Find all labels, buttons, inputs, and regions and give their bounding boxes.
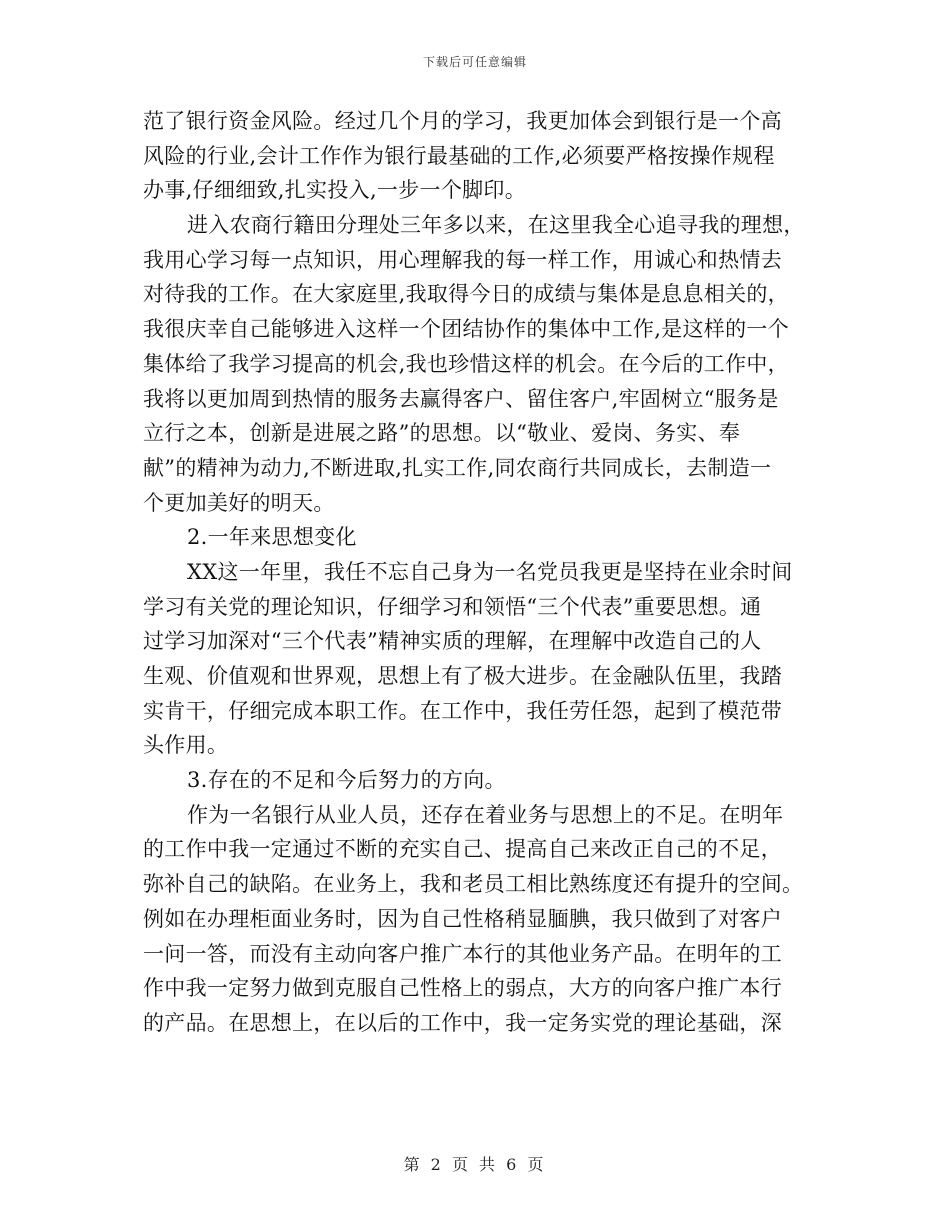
text-line: 办事,仔细细致,扎实投入,一步一个脚印。 xyxy=(143,178,527,203)
text-line: 一问一答，而没有主动向客户推广本行的其他业务产品。在明年的工 xyxy=(143,941,782,966)
text-line: 范了银行资金风险。经过几个月的学习，我更加体会到银行是一个高 xyxy=(143,109,782,133)
text-line: 我将以更加周到热情的服务去赢得客户、留住客户,牢固树立“服务是 xyxy=(143,386,779,411)
text-line: 弥补自己的缺陷。在业务上，我和老员工相比熟练度还有提升的空间。 xyxy=(143,872,804,897)
text-line: 立行之本，创新是进展之路”的思想。以“敬业、爱岗、务实、奉 xyxy=(143,421,741,446)
page-footer: 第 2 页 共 6 页 xyxy=(403,1155,547,1174)
text-line: 作中我一定努力做到克服自己性格上的弱点，大方的向客户推广本行 xyxy=(143,976,782,1001)
page-header: 下载后可任意编辑 xyxy=(422,55,527,69)
text-line: 3.存在的不足和今后努力的方向。 xyxy=(187,768,506,793)
document-body xyxy=(143,104,807,1041)
text-line: 集体给了我学习提高的机会,我也珍惜这样的机会。在今后的工作中， xyxy=(143,351,789,376)
text-line: 实肯干，仔细完成本职工作。在工作中，我任劳任怨，起到了模范带 xyxy=(143,698,782,723)
text-line: 风险的行业,会计工作作为银行最基础的工作,必须要严格按操作规程 xyxy=(143,143,775,168)
text-line: 献”的精神为动力,不断进取,扎实工作,同农商行共同成长，去制造一 xyxy=(143,455,772,480)
text-line: 头作用。 xyxy=(143,733,229,758)
text-line: 学习有关党的理论知识，仔细学习和领悟“三个代表”重要思想。通 xyxy=(143,594,762,619)
text-line: 的产品。在思想上，在以后的工作中，我一定务实党的理论基础，深 xyxy=(143,1010,782,1035)
text-line: XX这一年里，我任不忘自己身为一名党员我更是坚持在业余时间 xyxy=(187,559,793,584)
text-line: 我用心学习每一点知识，用心理解我的每一样工作，用诚心和热情去 xyxy=(143,247,782,272)
text-line: 作为一名银行从业人员，还存在着业务与思想上的不足。在明年 xyxy=(187,802,784,827)
text-line: 生观、价值观和世界观，思想上有了极大进步。在金融队伍里，我踏 xyxy=(143,664,782,688)
text-line: 进入农商行籍田分理处三年多以来，在这里我全心追寻我的理想， xyxy=(187,213,805,238)
text-line: 过学习加深对“三个代表”精神实质的理解，在理解中改造自己的人 xyxy=(143,629,762,654)
text-line: 我很庆幸自己能够进入这样一个团结协作的集体中工作,是这样的一个 xyxy=(143,317,789,342)
text-line: 例如在办理柜面业务时，因为自己性格稍显腼腆，我只做到了对客户 xyxy=(143,906,782,931)
text-line: 对待我的工作。在大家庭里,我取得今日的成绩与集体是息息相关的， xyxy=(143,282,789,307)
text-line: 的工作中我一定通过不断的充实自己、提高自己来改正自己的不足， xyxy=(143,837,782,862)
text-line: 个更加美好的明天。 xyxy=(143,490,335,515)
text-line: 2.一年来思想变化 xyxy=(187,525,357,550)
